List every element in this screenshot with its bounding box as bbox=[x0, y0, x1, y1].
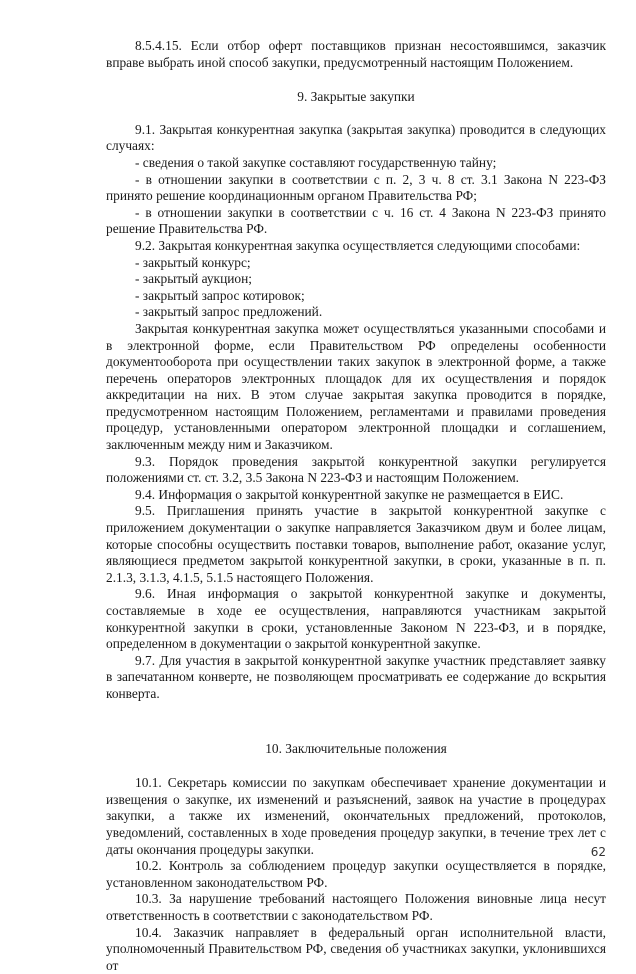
paragraph-10-1: 10.1. Секретарь комиссии по закупкам обеспечивает хранение документации и извещения о закупке, их изменений и разъяснений, заявок на участие в процедурах закупки, а также их изменений, окончательных предложений, протоколов, уведомлений, составленных в ходе проведения процедур закупки, в течение трех лет с даты окончания процедуры закупки. bbox=[106, 775, 606, 858]
paragraph-9-7: 9.7. Для участия в закрытой конкурентной закупке участник представляет заявку в запечатанном конверте, не позволяющем просматривать ее содержание до вскрытия конверта. bbox=[106, 653, 606, 703]
section-10-heading: 10. Заключительные положения bbox=[106, 741, 606, 758]
paragraph-9-2: 9.2. Закрытая конкурентная закупка осуществляется следующими способами: bbox=[106, 238, 606, 255]
section-9-heading: 9. Закрытые закупки bbox=[106, 89, 606, 106]
paragraph-9-1: 9.1. Закрытая конкурентная закупка (закрытая закупка) проводится в следующих случаях: bbox=[106, 122, 606, 155]
page-number: 62 bbox=[591, 845, 606, 859]
paragraph-9-3: 9.3. Порядок проведения закрытой конкурентной закупки регулируется положениями ст. ст. 3.2, 3.5 Закона N 223-ФЗ и настоящим Положением. bbox=[106, 454, 606, 487]
list-item: - закрытый запрос котировок; bbox=[106, 288, 606, 305]
list-item: - сведения о такой закупке составляют государственную тайну; bbox=[106, 155, 606, 172]
paragraph-10-4: 10.4. Заказчик направляет в федеральный орган исполнительной власти, уполномоченный Правительством РФ, сведения об участниках закупки, уклонившихся от bbox=[106, 925, 606, 974]
list-item: - в отношении закупки в соответствии с п. 2, 3 ч. 8 ст. 3.1 Закона N 223-ФЗ принято решение координационным органом Правительства РФ; bbox=[106, 172, 606, 205]
paragraph-electronic-form: Закрытая конкурентная закупка может осуществляться указанными способами и в электронной форме, если Правительством РФ определены особенности документооборота при осуществлении таких закупок в электронной форме, а также перечень операторов электронных площадок для их осуществления и порядок аккредитации на них. В этом случае закрытая закупка проводится в порядке, предусмотренном настоящим Положением, регламентами и правилами проведения процедур, установленными оператором электронной площадки и соглашением, заключенным между ним и Заказчиком. bbox=[106, 321, 606, 454]
paragraph-9-6: 9.6. Иная информация о закрытой конкурентной закупке и документы, составляемые в ходе ее осуществления, направляются участникам закрытой конкурентной закупки в сроки, установленные Законом N 223-ФЗ, и в порядке, определенном в документации о закрытой конкурентной закупке. bbox=[106, 586, 606, 652]
list-item: - закрытый конкурс; bbox=[106, 255, 606, 272]
list-item: - закрытый запрос предложений. bbox=[106, 304, 606, 321]
paragraph-9-4: 9.4. Информация о закрытой конкурентной закупке не размещается в ЕИС. bbox=[106, 487, 606, 504]
paragraph-9-5: 9.5. Приглашения принять участие в закрытой конкурентной закупке с приложением документации о закупке направляется Заказчиком двум и более лицам, которые способны осуществить поставки товаров, выполнение работ, оказание услуг, являющиеся предметом закрытой конкурентной закупки, в сроки, указанные в п. п. 2.1.3, 3.1.3, 4.1.5, 5.1.5 настоящего Положения. bbox=[106, 503, 606, 586]
list-item: - закрытый аукцион; bbox=[106, 271, 606, 288]
paragraph-10-3: 10.3. За нарушение требований настоящего Положения виновные лица несут ответственность в соответствии с законодательством РФ. bbox=[106, 891, 606, 924]
list-item: - в отношении закупки в соответствии с ч. 16 ст. 4 Закона N 223-ФЗ принято решение Правительства РФ. bbox=[106, 205, 606, 238]
paragraph-10-2: 10.2. Контроль за соблюдением процедур закупки осуществляется в порядке, установленном законодательством РФ. bbox=[106, 858, 606, 891]
document-page bbox=[106, 38, 606, 974]
paragraph-8-5-4-15: 8.5.4.15. Если отбор оферт поставщиков признан несостоявшимся, заказчик вправе выбрать иной способ закупки, предусмотренный настоящим Положением. bbox=[106, 38, 606, 71]
